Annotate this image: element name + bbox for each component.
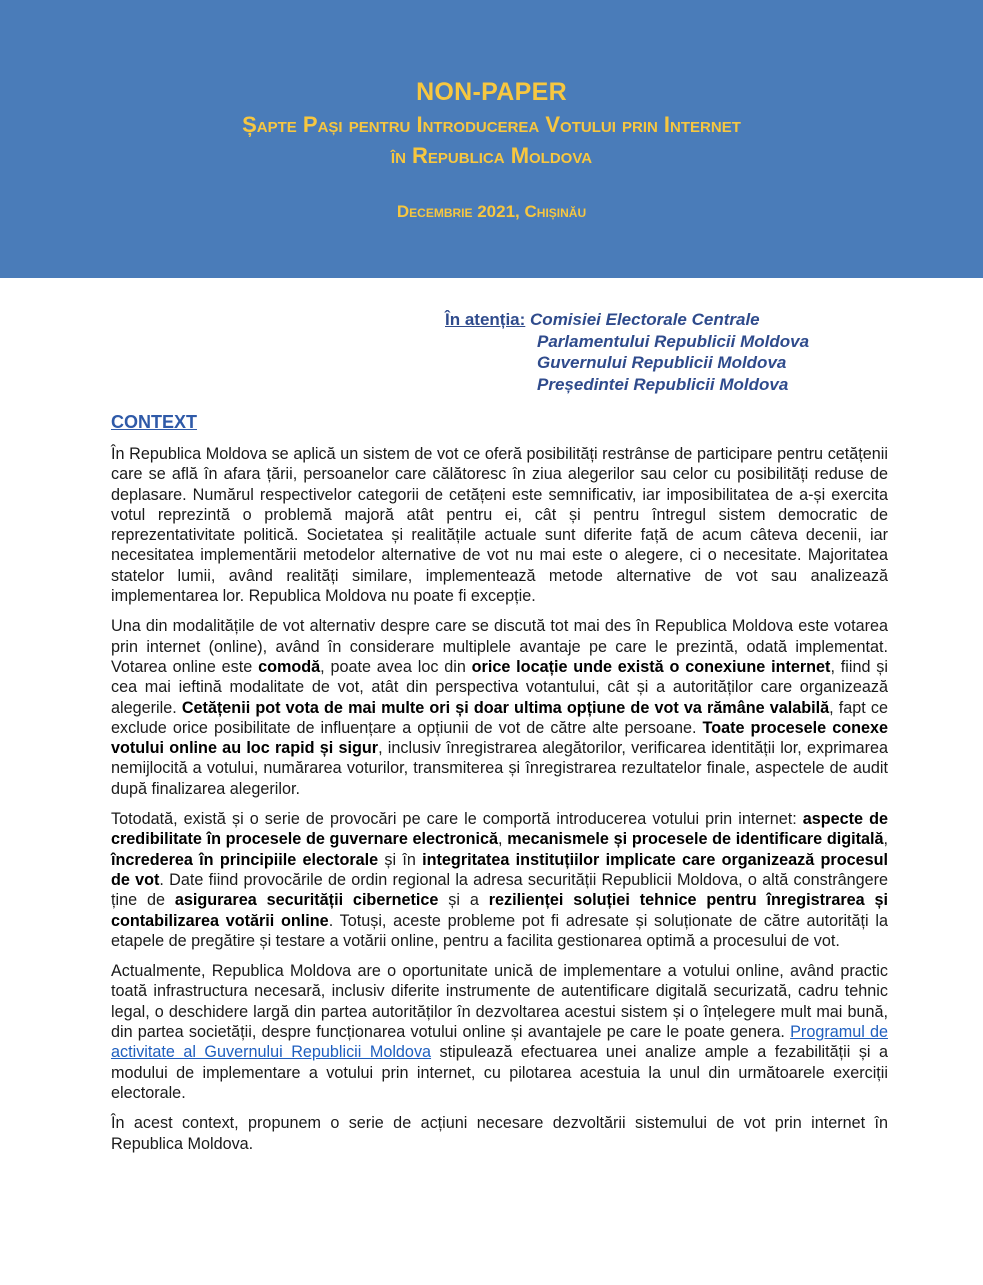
government-program-link[interactable]: Programul de activitate al Guvernului Republicii Moldova xyxy=(111,1023,888,1062)
text-run: Actualmente, Republica Moldova are o oportunitate unică de implementare a votului online, având practic toată infrastructura necesară, inclusiv diferite instrumente de autentificare digitală securizată, cadru tehnic legal, o deschidere largă din partea autorităților în dezvoltarea acestui sistem și o înțelegere mult mai bună, din partea societății, despre funcționarea votului online și avantajele pe care le poate genera. xyxy=(111,962,888,1042)
context-body xyxy=(111,444,888,1164)
text-run: , xyxy=(498,830,508,849)
bold-run: comodă xyxy=(258,657,321,676)
bold-run: încrederea în principiile electorale xyxy=(111,850,379,869)
bold-run: Cetățenii pot vota de mai multe ori și doar ultima opțiune de vot va rămâne valabilă xyxy=(181,698,830,717)
recipient-item: Parlamentului Republicii Moldova xyxy=(537,331,810,351)
paragraph-3 xyxy=(111,809,888,951)
text-run: Una din modalitățile de vot alternativ despre care se discută tot mai des în Republica Moldova este votarea prin internet (online), având în considerare multiplele avantaje pe care le prezintă, odată implementat. Votarea online este xyxy=(111,617,888,676)
text-run: Totodată, există și o serie de provocări pe care le comportă introducerea votului prin internet: xyxy=(111,810,803,829)
context-heading: CONTEXT xyxy=(111,412,198,432)
document-subtitle-line1: Șapte Pași pentru Introducerea Votului prin Internet xyxy=(242,112,741,137)
text-run: stipulează efectuarea unei analize ample a fezabilității și a modului de implementare a votului prin internet, cu pilotarea acestuia la unul din următoarele exerciții electorale. xyxy=(111,1043,888,1102)
text-run: , xyxy=(883,830,888,849)
bold-run: asigurarea securității cibernetice xyxy=(174,891,439,910)
text-run: , inclusiv înregistrarea alegătorilor, verificarea identității lor, exprimarea nemijlocită a votului, numărarea voturilor, transmiterea și înregistrarea rezultatelor finale, aspectele de audit după finalizarea alegerilor. xyxy=(111,739,888,798)
attention-block xyxy=(445,309,809,395)
text-run: și în xyxy=(378,850,423,869)
recipient-item: Guvernului Republicii Moldova xyxy=(537,353,787,372)
text-run: . Totuși, aceste probleme pot fi adresate și soluționate de către autorități la etapele de pregătire și testare a votării online, pentru a facilita gestionarea optimă a procesului de vot. xyxy=(111,911,888,950)
paragraph-5: În acest context, propunem o serie de acțiuni necesare dezvoltării sistemului de vot prin internet în Republica Moldova. xyxy=(111,1114,888,1153)
recipient-item: Președintei Republicii Moldova xyxy=(537,374,789,394)
paragraph-2 xyxy=(111,616,888,799)
paragraph-4 xyxy=(111,961,888,1103)
text-run: . Date fiind provocările de ordin regional la adresa securității Republicii Moldova, o altă constrângere ține de xyxy=(111,870,888,910)
text-run: , fapt ce exclude orice posibilitate de influențare a opțiunii de vot de către alte persoane. xyxy=(111,698,888,737)
bold-run: mecanismele și procesele de identificare digitală xyxy=(507,830,884,849)
title-banner xyxy=(0,0,983,278)
text-run: și a xyxy=(438,891,489,910)
text-run: , poate avea loc din xyxy=(320,657,472,676)
bold-run: orice locație unde există o conexiune internet xyxy=(471,657,831,676)
bold-run: aspecte de credibilitate în procesele de guvernare electronică xyxy=(111,810,888,849)
recipient-item: Comisiei Electorale Centrale xyxy=(530,310,760,329)
bold-run: Toate procesele conexe votului online au loc rapid și sigur xyxy=(111,718,888,758)
document-subtitle-line2: în Republica Moldova xyxy=(390,143,593,168)
text-run: , fiind și cea mai ieftină modalitate de vot, atât din perspectiva votantului, cât și a autorităților care organizează alegerile. xyxy=(111,657,888,717)
bold-run: rezilienței soluției tehnice pentru înregistrarea și contabilizarea votării online xyxy=(111,891,888,930)
bold-run: integritatea instituțiilor implicate care organizează procesul de vot xyxy=(111,850,888,889)
document-date: Decembrie 2021, Chișinău xyxy=(396,202,587,221)
document-title: NON-PAPER xyxy=(416,78,567,106)
paragraph-1: În Republica Moldova se aplică un sistem de vot ce oferă posibilități restrânse de participare pentru cetățenii care se află în afara țării, persoanelor care călătoresc în ziua alegerilor sau celor cu posibilități reduse de deplasare. Numărul respectivelor categorii de cetățeni este semnificativ, iar imposibilitatea de a-și exercita votul reprezintă o problemă majoră atât pentru ei, cât și pentru întregul sistem democratic de reprezentativitate politică. Societatea și realitățile actuale sunt diferite față de acum câteva decenii, iar necesitatea implementării metodelor alternative de vot nu mai este o alegere, ci o necesitate. Majoritatea statelor lumii, având realități similare, implementează metode alternative de vot sau analizează implementarea lor. Republica Moldova nu poate fi excepție. xyxy=(111,445,888,606)
attention-label: În atenția: xyxy=(445,310,526,329)
